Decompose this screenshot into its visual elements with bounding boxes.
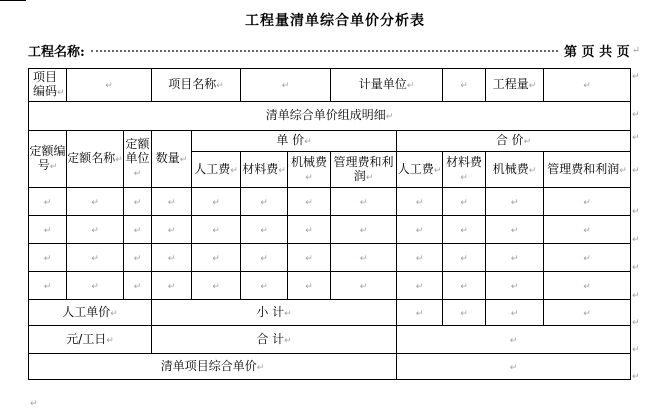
- data-cell[interactable]: ↵: [124, 272, 152, 300]
- item-unit-price-label: 清单项目综合单价↵: [29, 354, 397, 380]
- data-cell[interactable]: ↵: [67, 272, 124, 300]
- data-cell[interactable]: ↵: [192, 272, 241, 300]
- data-cell[interactable]: ↵: [152, 216, 192, 244]
- document-title: 工程量清单综合单价分析表: [245, 13, 425, 29]
- quota-unit-header: 定额单位↵: [124, 131, 152, 188]
- table-row: [29, 244, 631, 272]
- row-end-mark-icon: ↵: [632, 166, 640, 176]
- data-cell[interactable]: ↵: [192, 216, 241, 244]
- table-row: [29, 131, 631, 152]
- data-cell[interactable]: ↵: [331, 272, 397, 300]
- machine-header: 机械费↵: [288, 152, 331, 188]
- machine-total-header: 机械费↵: [486, 152, 544, 188]
- row-end-mark-icon: ↵: [632, 110, 640, 120]
- data-cell[interactable]: ↵: [192, 244, 241, 272]
- quantity-value[interactable]: ↵: [544, 69, 631, 102]
- table-row: [29, 188, 631, 216]
- data-cell[interactable]: ↵: [486, 244, 544, 272]
- quantity-label: 工程量↵: [486, 69, 544, 102]
- top-rule: [0, 0, 26, 1]
- unit-price-analysis-table: [28, 68, 631, 380]
- unit-label: 计量单位↵: [331, 69, 443, 102]
- subtotal-mgmt[interactable]: ↵: [544, 300, 631, 326]
- labor-total-header: 人工费↵: [397, 152, 443, 188]
- quota-code-header: 定额编号↵: [29, 131, 67, 188]
- data-cell[interactable]: ↵: [152, 188, 192, 216]
- row-end-mark-icon: ↵: [632, 372, 640, 382]
- table-row: [29, 216, 631, 244]
- row-end-mark-icon: ↵: [632, 207, 640, 217]
- subtotal-label: 小 计↵: [152, 300, 397, 326]
- data-cell[interactable]: ↵: [397, 272, 443, 300]
- table-row: [29, 102, 631, 131]
- table-row: [29, 300, 631, 326]
- row-end-mark-icon: ↵: [632, 235, 640, 245]
- material-header: 材料费↵: [241, 152, 288, 188]
- yuan-per-day-label: 元/工日↵: [29, 326, 152, 354]
- dotted-leader: [91, 49, 558, 52]
- data-cell[interactable]: ↵: [241, 272, 288, 300]
- unit-value[interactable]: ↵: [443, 69, 486, 102]
- subtotal-material[interactable]: ↵: [443, 300, 486, 326]
- data-cell[interactable]: ↵: [288, 272, 331, 300]
- data-cell[interactable]: ↵: [486, 188, 544, 216]
- detail-section-title: 清单综合单价组成明细↵: [29, 102, 631, 131]
- data-cell[interactable]: ↵: [397, 188, 443, 216]
- item-code-label: 项目编码↵: [29, 69, 67, 102]
- data-cell[interactable]: ↵: [241, 244, 288, 272]
- data-cell[interactable]: ↵: [192, 188, 241, 216]
- data-cell[interactable]: ↵: [29, 188, 67, 216]
- item-unit-price-value[interactable]: ↵: [397, 354, 631, 380]
- data-cell[interactable]: ↵: [443, 188, 486, 216]
- row-end-mark-icon: ↵: [632, 133, 640, 143]
- project-name-label: 工程名称:: [28, 44, 85, 60]
- table-row: [29, 69, 631, 102]
- table-row: [29, 354, 631, 380]
- data-cell[interactable]: ↵: [241, 216, 288, 244]
- paragraph-mark-icon: ↵: [631, 44, 640, 56]
- labor-header: 人工费↵: [192, 152, 241, 188]
- data-cell[interactable]: ↵: [29, 272, 67, 300]
- item-code-value[interactable]: ↵: [67, 69, 152, 102]
- total-label: 合 计↵: [152, 326, 397, 354]
- data-cell[interactable]: ↵: [67, 244, 124, 272]
- data-cell[interactable]: ↵: [544, 272, 631, 300]
- data-cell[interactable]: ↵: [67, 216, 124, 244]
- data-cell[interactable]: ↵: [288, 216, 331, 244]
- table-row: [29, 272, 631, 300]
- table-row: [29, 326, 631, 354]
- data-cell[interactable]: ↵: [331, 244, 397, 272]
- data-cell[interactable]: ↵: [288, 244, 331, 272]
- data-cell[interactable]: ↵: [331, 216, 397, 244]
- data-cell[interactable]: ↵: [397, 216, 443, 244]
- material-total-header: 材料费↵: [443, 152, 486, 188]
- mgmt-total-header: 管理费和利润↵: [544, 152, 631, 188]
- data-cell[interactable]: ↵: [67, 188, 124, 216]
- row-end-mark-icon: ↵: [632, 263, 640, 273]
- subtotal-labor[interactable]: ↵: [397, 300, 443, 326]
- data-cell[interactable]: ↵: [152, 244, 192, 272]
- data-cell[interactable]: ↵: [241, 188, 288, 216]
- item-name-value[interactable]: ↵: [241, 69, 331, 102]
- project-meta-row: [28, 41, 640, 59]
- data-cell[interactable]: ↵: [288, 188, 331, 216]
- data-cell[interactable]: ↵: [29, 216, 67, 244]
- total-value[interactable]: ↵: [397, 326, 631, 354]
- data-cell[interactable]: ↵: [331, 188, 397, 216]
- data-cell[interactable]: ↵: [544, 216, 631, 244]
- data-cell[interactable]: ↵: [544, 188, 631, 216]
- data-cell[interactable]: ↵: [443, 244, 486, 272]
- item-name-label: 项目名称↵: [152, 69, 241, 102]
- data-cell[interactable]: ↵: [29, 244, 67, 272]
- total-price-group-header: 合 价↵: [397, 131, 631, 152]
- subtotal-machine[interactable]: ↵: [486, 300, 544, 326]
- data-cell[interactable]: ↵: [443, 272, 486, 300]
- row-end-mark-icon: ↵: [632, 291, 640, 301]
- data-cell[interactable]: ↵: [544, 244, 631, 272]
- document-end-mark-icon: ↵: [30, 399, 38, 409]
- data-cell[interactable]: ↵: [124, 188, 152, 216]
- data-cell[interactable]: ↵: [152, 272, 192, 300]
- page-count-label: 第 页 共 页: [564, 44, 630, 60]
- row-end-mark-icon: ↵: [632, 318, 640, 328]
- data-cell[interactable]: ↵: [486, 216, 544, 244]
- amount-header: 数量↵: [152, 131, 192, 188]
- row-end-mark-icon: ↵: [632, 72, 640, 82]
- quota-name-header: 定额名称↵: [67, 131, 124, 188]
- unit-price-group-header: 单 价↵: [192, 131, 397, 152]
- data-cell[interactable]: ↵: [486, 272, 544, 300]
- data-cell[interactable]: ↵: [124, 216, 152, 244]
- data-cell[interactable]: ↵: [124, 244, 152, 272]
- labor-unit-price-label: 人工单价↵: [29, 300, 152, 326]
- data-cell[interactable]: ↵: [397, 244, 443, 272]
- data-cell[interactable]: ↵: [443, 216, 486, 244]
- row-end-mark-icon: ↵: [632, 345, 640, 355]
- mgmt-header: 管理费和利润↵: [331, 152, 397, 188]
